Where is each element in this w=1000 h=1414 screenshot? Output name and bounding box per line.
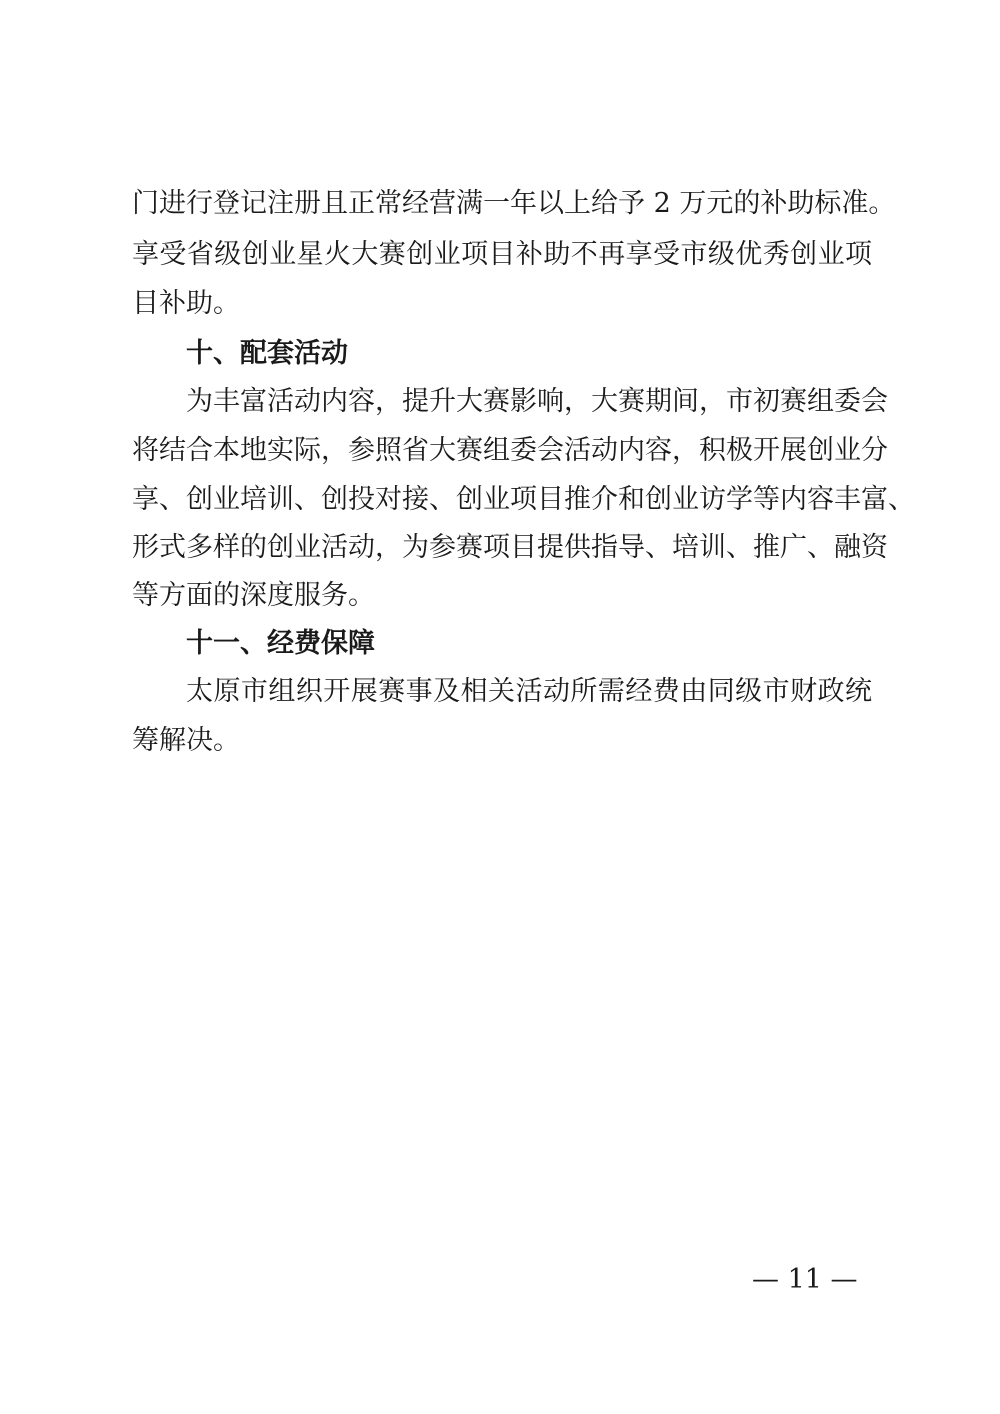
page-number: — 11 — — [752, 1264, 858, 1295]
paragraph-line: 为丰富活动内容，提升大赛影响，大赛期间，市初赛组委会 — [186, 386, 888, 417]
paragraph-line: 目补助。 — [132, 288, 240, 319]
paragraph-line: 形式多样的创业活动，为参赛项目提供指导、培训、推广、融资 — [132, 532, 888, 563]
paragraph-line: 筹解决。 — [132, 725, 240, 756]
paragraph-line: 享、创业培训、创投对接、创业项目推介和创业访学等内容丰富、 — [132, 484, 915, 515]
section-heading-11: 十一、经费保障 — [186, 628, 375, 659]
paragraph-line: 门进行登记注册且正常经营满一年以上给予 2 万元的补助标准。 — [132, 188, 896, 219]
paragraph-line: 享受省级创业星火大赛创业项目补助不再享受市级优秀创业项 — [132, 239, 872, 270]
section-heading-10: 十、配套活动 — [186, 338, 348, 369]
paragraph-line: 太原市组织开展赛事及相关活动所需经费由同级市财政统 — [186, 676, 872, 707]
paragraph-line: 等方面的深度服务。 — [132, 580, 375, 611]
paragraph-line: 将结合本地实际，参照省大赛组委会活动内容，积极开展创业分 — [132, 435, 888, 466]
